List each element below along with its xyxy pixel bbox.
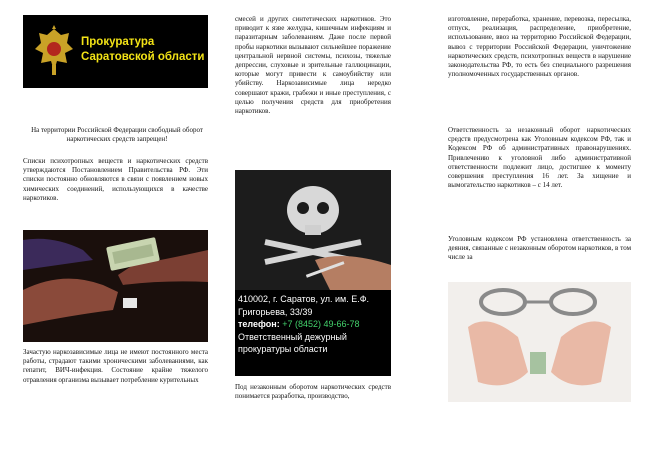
contact-phone-line <box>238 318 388 331</box>
skull-powder-photo <box>235 170 391 290</box>
handcuffs-photo <box>448 282 631 402</box>
duty-text: Ответственный дежурный прокуратуры области <box>238 331 347 355</box>
col2-paragraph-1: смесей и других синтетических наркотиков. Это приводит к язве желудка, кишечным инфекциям и паразитарным заболеваниям. Даже после первой пробы наркотики вызывают сильнейшее поражение центральной нервной системы, психозы, тяжелые депрессии, слуховые и зрительные галлюцинации, которые могут привести к самоубийству или убийству. Наркозависимые лица нередко совершают кражи, грабежи и иные преступления, с целью получения средств для приобретения наркотиков. <box>235 15 391 116</box>
col3-paragraph-2: Ответственность за незаконный оборот наркотических средств предусмотрена как Уголовным кодексом РФ, так и Кодексом РФ об административных правонарушениях. Привлечению к уголовной либо административной ответственности подлежит лицо, достигшее к моменту совершения преступления 16 лет. За хищение и вымогательство наркотиков – с 14 лет. <box>448 126 631 190</box>
emblem-icon <box>33 25 75 77</box>
contact-address: 410002, г. Саратов, ул. им. Е.Ф. Григорьева, 33/39 <box>238 294 370 317</box>
header-title-line2: Саратовской области <box>81 51 205 63</box>
col1-paragraph-1: Списки психотропных веществ и наркотических средств утверждаются Постановлением Правительства РФ. Эти списки постоянно обновляются в связи с появлением новых химических соединений, использующихся в качестве наркотиков. <box>23 157 208 202</box>
col3-paragraph-3: Уголовным кодексом РФ установлена ответственность за деяния, связанные с незаконным оборотом наркотиков, в том числе за <box>448 235 631 262</box>
col2-paragraph-2: Под незаконным оборотом наркотических средств понимается разработка, производство, <box>235 383 391 401</box>
header-title-line1: Прокуратура <box>81 36 155 48</box>
money-exchange-photo <box>23 230 208 342</box>
contact-box <box>235 290 391 376</box>
col3-paragraph-1: изготовление, переработка, хранение, перевозка, пересылка, отпуск, реализация, распределение, приобретение, использование, ввоз на территорию Российской Федерации, вывоз с территории Российской Федерации, уничтожение наркотических средств, психотропных веществ в нарушение законодательства РФ, то есть без специального разрешения уполномоченных государственных органов. <box>448 15 631 79</box>
intro-text: На территории Российской Федерации свободный оборот наркотических средств запрещен! <box>31 126 203 144</box>
col1-paragraph-2: Зачастую наркозависимые лица не имеют постоянного места работы, страдают такими хроническими заболеваниями, как гепатит, ВИЧ-инфекция. Состояние крайне тяжелого отравления организма вызывает потребление курительных <box>23 348 208 384</box>
header-banner <box>23 15 208 88</box>
phone-number[interactable]: +7 (8452) 49-66-78 <box>282 319 360 330</box>
phone-label: телефон: <box>238 319 280 330</box>
